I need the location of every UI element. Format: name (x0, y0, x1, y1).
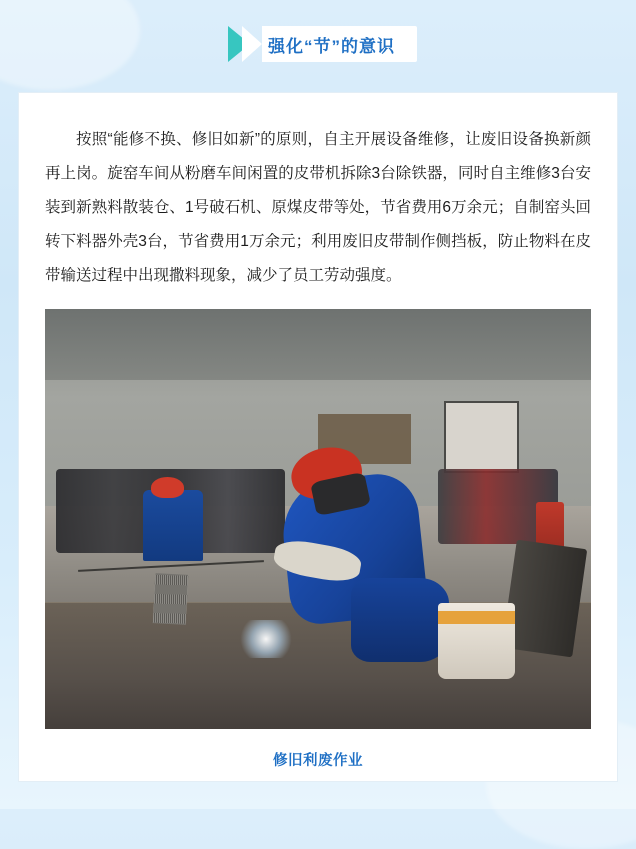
header-banner-inner (228, 26, 417, 62)
photo-caption: 修旧利废作业 (273, 753, 363, 769)
photo-image (45, 309, 591, 729)
photo-pipe (502, 540, 587, 658)
article-paragraph: 按照“能修不换、修旧如新”的原则，自主开展设备维修，让废旧设备换新颜再上岗。旋窑车间从粉磨车间闲置的皮带机拆除3台除铁器，同时自主维修3台安装到新熟料散装仓、1号破石机、原煤皮带等处，节省费用6万余元；自制窑头回转下料器外壳3台，节省费用1万余元；利用废旧皮带制作侧挡板，防止物料在皮带输送过程中出现撒料现象，减少了员工劳动强度。 (45, 131, 591, 284)
content-card (18, 92, 618, 782)
photo-welder-leg (351, 578, 449, 662)
photo-wall-poster (444, 401, 519, 472)
photo-ceiling-beam (45, 309, 591, 380)
header-banner (0, 0, 636, 90)
photo-figure (45, 309, 591, 729)
page-title: 强化“节”的意识 (268, 36, 395, 56)
photo-welding-rods (153, 573, 188, 625)
arrow-icon (228, 26, 262, 62)
photo-second-worker (143, 490, 203, 561)
arrow-white-shape (242, 26, 262, 62)
photo-second-worker-helmet (151, 477, 184, 498)
photo-bucket-band (438, 611, 514, 624)
header-title-box (262, 26, 417, 62)
photo-welding-spark (236, 620, 296, 658)
